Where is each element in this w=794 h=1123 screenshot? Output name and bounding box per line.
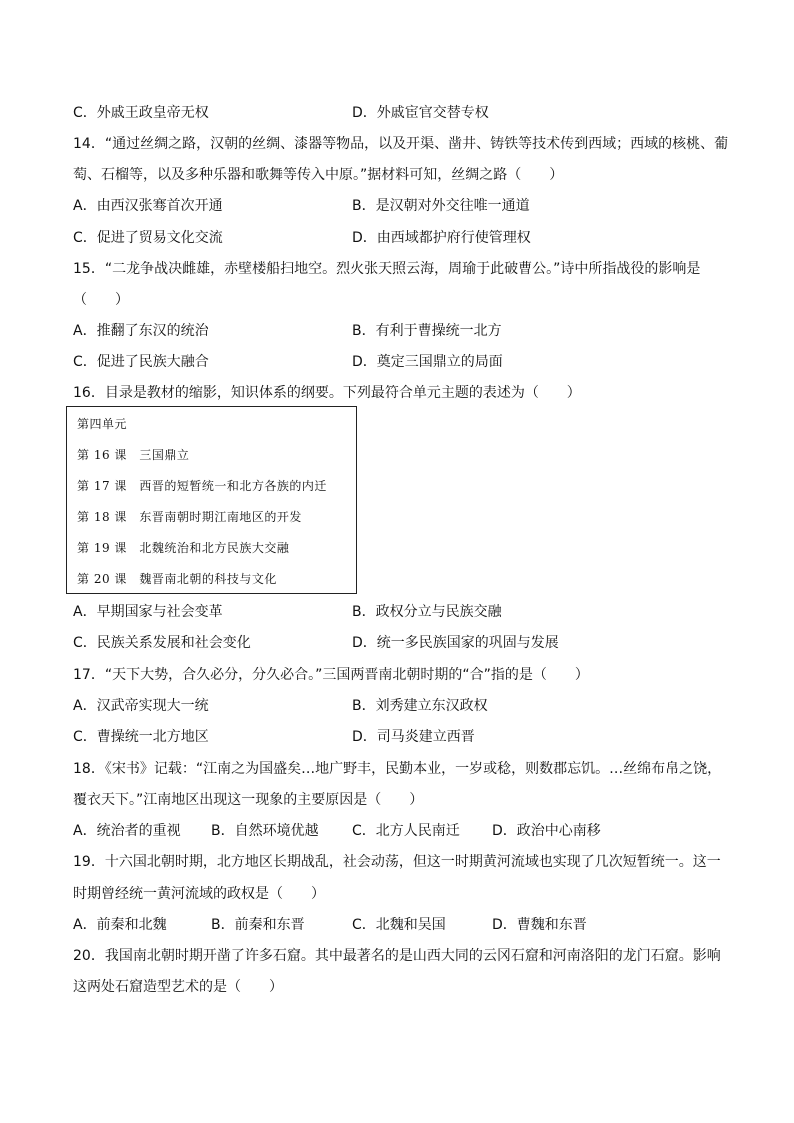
toc-lesson-16: 第 16 课 三国鼎立 — [77, 448, 190, 462]
q19-option-d: D．曹魏和东晋 — [492, 917, 587, 933]
q19-stem-line-1: 19．十六国北朝时期，北方地区长期战乱，社会动荡，但这一时期黄河流域也实现了几次短暂统一。这一 — [73, 854, 721, 870]
table-of-contents-box — [66, 406, 357, 594]
q16-option-d: D．统一多民族国家的巩固与发展 — [352, 635, 559, 651]
q16-stem: 16．目录是教材的缩影，知识体系的纲要。下列最符合单元主题的表述为（ ） — [73, 385, 581, 401]
toc-lesson-19: 第 19 课 北魏统治和北方民族大交融 — [77, 541, 290, 555]
toc-unit-title: 第四单元 — [77, 417, 128, 431]
q16-option-c: C．民族关系发展和社会变化 — [73, 635, 251, 651]
q18-option-c: C．北方人民南迁 — [352, 823, 460, 839]
q14-stem-line-2: 萄、石榴等，以及多种乐器和歌舞等传入中原。”据材料可知，丝绸之路（ ） — [73, 167, 564, 183]
q17-option-b: B．刘秀建立东汉政权 — [352, 698, 488, 714]
q18-option-d: D．政治中心南移 — [492, 823, 601, 839]
q14-option-a: A．由西汉张骞首次开通 — [73, 198, 223, 214]
q16-option-b: B．政权分立与民族交融 — [352, 604, 502, 620]
q15-option-c: C．促进了民族大融合 — [73, 354, 209, 370]
q15-option-a: A．推翻了东汉的统治 — [73, 323, 209, 339]
q17-option-d: D．司马炎建立西晋 — [352, 729, 475, 745]
q18-stem-line-1: 18．《宋书》记载：“江南之为国盛矣…地广野丰，民勤本业，一岁或稔，则数郡忘饥。…丝绵布帛之饶， — [73, 761, 722, 777]
q15-stem-line-1: 15．“二龙争战决雌雄，赤壁楼船扫地空。烈火张天照云海，周瑜于此破曹公。”诗中所指战役的影响是 — [73, 261, 701, 277]
q15-stem-line-2: （ ） — [73, 292, 129, 308]
q20-stem-line-1: 20．我国南北朝时期开凿了许多石窟。其中最著名的是山西大同的云冈石窟和河南洛阳的龙门石窟。影响 — [73, 948, 721, 964]
q13-option-c: C．外戚王政皇帝无权 — [73, 105, 209, 121]
q17-stem: 17．“天下大势，合久必分，分久必合。”三国两晋南北朝时期的“合”指的是（ ） — [73, 667, 589, 683]
toc-lesson-18: 第 18 课 东晋南朝时期江南地区的开发 — [77, 510, 302, 524]
q18-option-a: A．统治者的重视 — [73, 823, 181, 839]
q20-stem-line-2: 这两处石窟造型艺术的是（ ） — [73, 979, 283, 995]
q19-option-a: A．前秦和北魏 — [73, 917, 167, 933]
q14-option-d: D．由西域都护府行使管理权 — [352, 230, 531, 246]
q15-option-b: B．有利于曹操统一北方 — [352, 323, 502, 339]
toc-lesson-20: 第 20 课 魏晋南北朝的科技与文化 — [77, 572, 277, 586]
q14-option-c: C．促进了贸易文化交流 — [73, 230, 223, 246]
q18-stem-line-2: 覆衣天下。”江南地区出现这一现象的主要原因是（ ） — [73, 792, 424, 808]
q17-option-c: C．曹操统一北方地区 — [73, 729, 209, 745]
q19-stem-line-2: 时期曾经统一黄河流域的政权是（ ） — [73, 886, 325, 902]
q13-option-d: D．外戚宦官交替专权 — [352, 105, 489, 121]
toc-lesson-17: 第 17 课 西晋的短暂统一和北方各族的内迁 — [77, 479, 327, 493]
q16-option-a: A．早期国家与社会变革 — [73, 604, 223, 620]
q14-stem-line-1: 14．“通过丝绸之路，汉朝的丝绸、漆器等物品，以及开渠、凿井、铸铁等技术传到西域；西域的核桃、葡 — [73, 136, 729, 152]
q14-option-b: B．是汉朝对外交往唯一通道 — [352, 198, 530, 214]
q19-option-c: C．北魏和吴国 — [352, 917, 446, 933]
q17-option-a: A．汉武帝实现大一统 — [73, 698, 209, 714]
q19-option-b: B．前秦和东晋 — [211, 917, 305, 933]
q18-option-b: B．自然环境优越 — [211, 823, 319, 839]
q15-option-d: D．奠定三国鼎立的局面 — [352, 354, 503, 370]
